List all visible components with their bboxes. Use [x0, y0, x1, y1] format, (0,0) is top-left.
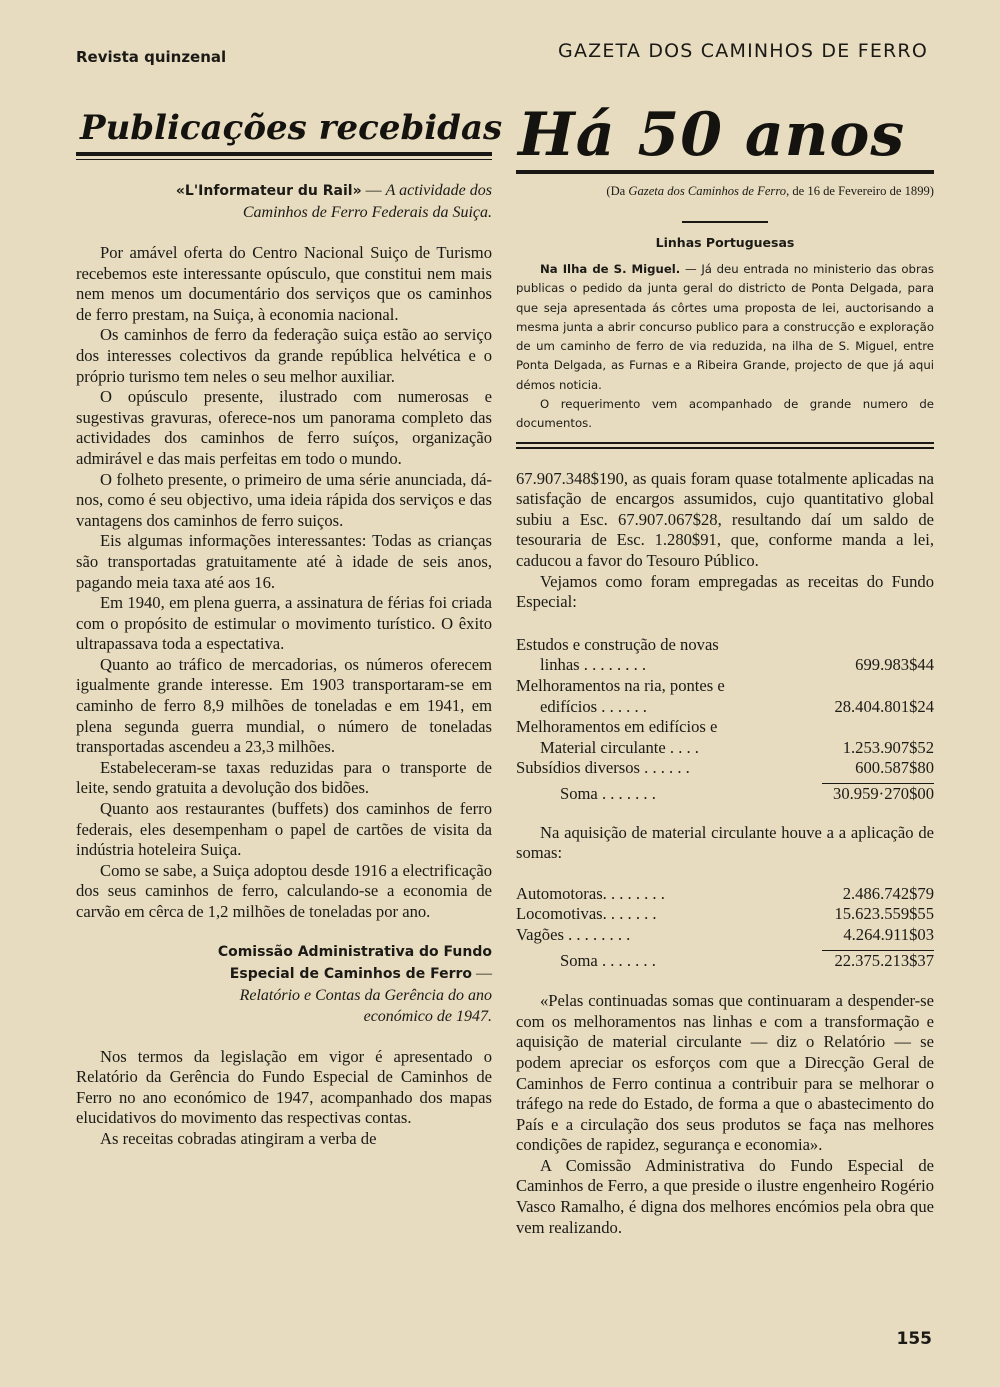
- left-column: [76, 96, 503, 1150]
- paragraph: Os caminhos de ferro da federação suiça estão ao serviço dos interesses colectivos da grande república helvética e o próprio turismo tem neles o seu melhor auxiliar.: [76, 325, 492, 386]
- row-amount: 28.404.801$24: [834, 696, 934, 716]
- table-row: [516, 635, 934, 676]
- source-suffix: , de 16 de Fevereiro de 1899): [786, 184, 934, 198]
- paragraph: Quanto aos restaurantes (buffets) dos caminhos de ferro federais, eles desempenham o papel de cartões de visita da indústria hoteleira Suiça.: [76, 799, 492, 860]
- report-continuation: [516, 469, 934, 613]
- row-label-line1: Estudos e construção de novas: [516, 634, 719, 654]
- publication-heading-1: [76, 180, 492, 223]
- row-amount: 1.253.907$52: [842, 737, 934, 757]
- row-amount: 4.264.911$03: [843, 924, 934, 944]
- source-publication: Gazeta dos Caminhos de Ferro: [628, 184, 787, 198]
- paragraph: O opúsculo presente, ilustrado com numerosas e sugestivas gravuras, oferece-nos um panorama completo das actividades dos caminhos de ferro suíços, organização admirável e das mais perfeitas em todo o mundo.: [76, 387, 492, 468]
- title-rule-thick: [76, 152, 492, 156]
- row-label: Locomotivas. . . . . . .: [516, 904, 657, 924]
- historic-text: — Já deu entrada no ministerio das obras publicas o pedido da junta geral do districto de Ponta Delgada, para que seja apresentada ás côrtes uma proposta de lei, auctorisando a mesma junta a abrir concurso publico para a construcção e exploração de um caminho de ferro de via reduzida, na ilha de S. Miguel, entre Ponta Delgada, as Furnas e a Ribeira Grande, projecto de que já aqui démos noticia.: [516, 262, 934, 392]
- table-row: [516, 676, 934, 717]
- publication-subtitle-2: Relatório e Contas da Gerência do ano económico de 1947.: [239, 986, 492, 1025]
- row-label-line2: Material circulante . . . .: [540, 737, 699, 757]
- source-line: [516, 184, 934, 199]
- subsection-heading: Linhas Portuguesas: [655, 235, 795, 250]
- short-divider: [682, 221, 768, 223]
- row-amount: 15.623.559$55: [834, 904, 934, 924]
- publication-heading-2: [76, 941, 492, 1027]
- article-body-2: [76, 1047, 492, 1150]
- row-amount: 2.486.742$79: [842, 883, 934, 903]
- paragraph: O folheto presente, o primeiro de uma série anunciada, dá-nos, como é seu objectivo, uma ideia rápida dos serviços e das vantagens dos caminhos de ferro suiços.: [76, 469, 492, 530]
- section-title-ha-50-anos: Há 50 anos: [518, 100, 906, 170]
- total-label: Soma . . . . . . .: [560, 950, 656, 970]
- row-label-line1: Melhoramentos na ria, pontes e: [516, 676, 725, 696]
- publication-source-1: «L'Informateur du Rail»: [175, 183, 362, 199]
- right-column: [516, 96, 934, 1238]
- paragraph: As receitas cobradas atingiram a verba de: [100, 1128, 377, 1148]
- paragraph: Por amável oferta do Centro Nacional Suiço de Turismo recebemos este interessante opúsculo, que constitui nem mais nem menos um documentário dos serviços que os caminhos de ferro prestam, na Suiça, à economia nacional.: [76, 243, 492, 324]
- page-number: 155: [896, 1329, 932, 1349]
- historic-paragraph: O requerimento vem acompanhado de grande numero de documentos.: [516, 397, 934, 431]
- table-total-row: [516, 950, 934, 972]
- table-row: [516, 717, 934, 758]
- publication-sep-1: —: [361, 182, 386, 199]
- total-amount: 30.959·270$00: [822, 783, 934, 805]
- article-body-1: [76, 243, 492, 923]
- row-amount: 699.983$44: [855, 655, 934, 675]
- publication-sep-2: —: [472, 964, 492, 982]
- row-amount: 600.587$80: [855, 758, 934, 778]
- paragraph: Nos termos da legislação em vigor é apresentado o Relatório da Gerência do Fundo Especial de Caminhos de Ferro no ano económico de 1947, acompanhado dos mapas elucidativos do movimento das respectivas contas.: [76, 1046, 492, 1128]
- expenditure-table: [516, 635, 934, 805]
- paragraph: Eis algumas informações interessantes: Todas as crianças são transportadas gratuitamente até à idade de seis anos, pagando meia taxa até aos 16.: [76, 531, 492, 592]
- paragraph: Vejamos como foram empregadas as receitas do Fundo Especial:: [516, 571, 934, 612]
- table-row: [516, 884, 934, 905]
- publication-subtitle-1: A actividade dos Caminhos de Ferro Federais da Suiça.: [242, 182, 492, 221]
- row-label-line1: Melhoramentos em edifícios e: [516, 717, 718, 737]
- historic-lead: Na Ilha de S. Miguel.: [540, 262, 681, 276]
- paragraph: Estabeleceram-se taxas reduzidas para o transporte de leite, sendo gratuita a devolução dos bidões.: [76, 757, 492, 798]
- historic-news: [516, 260, 934, 434]
- table-total-row: [516, 783, 934, 805]
- historic-paragraph: [516, 260, 934, 395]
- title-rule-thick: [516, 170, 934, 174]
- total-amount: 22.375.213$37: [822, 950, 934, 972]
- row-label: Vagões . . . . . . . .: [516, 924, 631, 944]
- paragraph: Em 1940, em plena guerra, a assinatura de férias foi criada com o propósito de estimular o movimento turístico. O êxito ultrapassava toda a espectativa.: [76, 593, 492, 654]
- total-label: Soma . . . . . . .: [560, 783, 656, 803]
- paragraph: 67.907.348$190, as quais foram quase totalmente aplicadas na satisfação de encargos assumidos, cujo quantitativo global subiu a Esc. 67.907.067$28, resultando daí um saldo de tesouraria de Esc. 1.280$91, que, conforme manda a lei, caducou a favor do Tesouro Público.: [516, 468, 934, 571]
- rolling-stock-table: [516, 884, 934, 971]
- running-header-right: GAZETA DOS CAMINHOS DE FERRO: [558, 40, 928, 62]
- publication-source-2: Comissão Administrativa do Fundo Especial de Caminhos de Ferro: [217, 943, 492, 982]
- title-rule-thin: [76, 159, 492, 160]
- row-label: Subsídios diversos . . . . . .: [516, 758, 690, 778]
- source-prefix: (Da: [606, 184, 629, 198]
- row-label-line2: linhas . . . . . . . .: [540, 655, 647, 675]
- rolling-stock-intro: [516, 823, 934, 864]
- paragraph: Na aquisição de material circulante houve a a aplicação de somas:: [516, 822, 934, 863]
- report-conclusion: [516, 991, 934, 1238]
- table-row: [516, 904, 934, 925]
- paragraph: «Pelas continuadas somas que continuaram a despender-se com os melhoramentos nas linhas e com a transformação e aquisição de material circulante — diz o Relatório — se podem apreciar os esforços com que a Direcção Geral de Caminhos de Ferro continua a contribuir para se melhorar o tráfego na rede do Estado, de forma a que o abastecimento do País e a circulação dos seus produtos se faça nas melhores condições de rapidez, segurança e economia».: [516, 991, 934, 1155]
- row-label-line2: edifícios . . . . . .: [540, 696, 647, 716]
- running-header-left: Revista quinzenal: [76, 48, 227, 66]
- paragraph: Quanto ao tráfico de mercadorias, os números oferecem igualmente grande interesse. Em 1903 transportaram-se em caminho de ferro 8,9 milhões de toneladas e em 1941, em plena segunda guerra mundial, o número de toneladas transportadas ascendeu a 23,3 milhões.: [76, 654, 492, 757]
- row-label: Automotoras. . . . . . . .: [516, 883, 665, 903]
- table-row: [516, 925, 934, 946]
- paragraph: A Comissão Administrativa do Fundo Especial de Caminhos de Ferro, a que preside o ilustre engenheiro Rogério Vasco Ramalho, é digna dos melhores encómios pela obra que vem realizando.: [516, 1155, 934, 1237]
- paragraph: Como se sabe, a Suiça adoptou desde 1916 a electrificação dos seus caminhos de ferro, calculando-se a economia de carvão em cêrca de 1,2 milhões de toneladas por ano.: [76, 860, 492, 921]
- table-row: [516, 758, 934, 779]
- section-double-rule: [516, 442, 934, 449]
- section-title-publicacoes: Publicações recebidas: [80, 108, 503, 148]
